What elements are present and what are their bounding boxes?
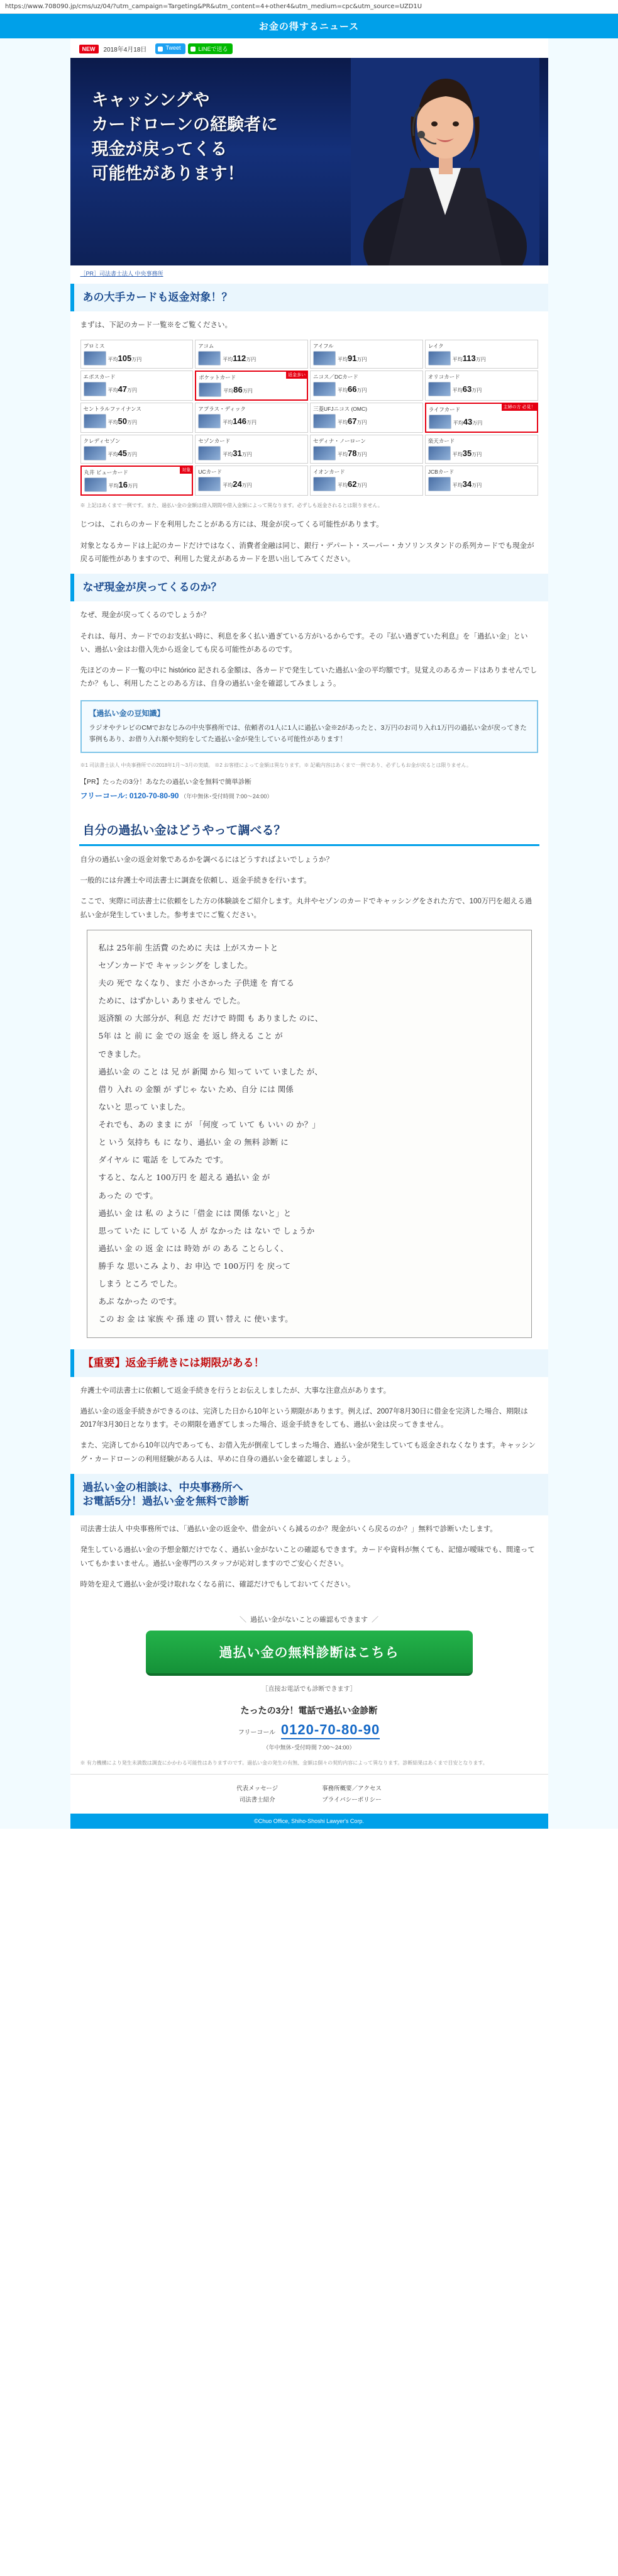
tel-headline: たったの3分！電話で過払い金診断 bbox=[240, 1705, 378, 1716]
trivia-footnote: ※1 司法書士法人 中央事務所での2018年1月〜3月の実績。 ※2 お客様によって金額は異なります。※ 記載内容はあくまで一例であり、必ずしもお金が戻るとは限りません。 bbox=[80, 762, 472, 769]
section-heading-why: なぜ現金が戻ってくるのか？ bbox=[70, 574, 548, 601]
card-company-item bbox=[310, 435, 423, 464]
browser-url-bar[interactable]: https://www.708090.jp/cms/uz/04/?utm_campaign=Targeting&PR&utm_content=4+other4&utm_medium=cpc&utm_source=UZD1U bbox=[0, 0, 618, 14]
cards-after-text-2: 対象となるカードは上記のカードだけではなく、消費者金融は同じ、銀行・デパート・スーパー・カソリンスタンドの系列カードでも現金が戻る可能性がありますので、利用した覚えがあるカードを思い出してみてください。 bbox=[80, 542, 534, 563]
copyright-bar: ©Chuo Office, Shiho-Shoshi Lawyer's Corp. bbox=[70, 1814, 548, 1829]
card-company-name: ライフカード bbox=[428, 406, 461, 413]
why-text-1: なぜ、現金が戻ってくるのでしょうか？ bbox=[80, 611, 211, 620]
new-badge: NEW bbox=[79, 45, 99, 53]
consult-heading-line-1: 過払い金の相談は、中央事務所へ bbox=[82, 1481, 243, 1493]
tel-label: フリーコール bbox=[238, 1729, 276, 1737]
card-company-item bbox=[310, 340, 423, 369]
cards-grid-note: ※ 上記はあくまで一例です。また、過払い金の金額は借入期間や借入金額によって異なります。必ずしも返金されるとは限りません。 bbox=[80, 503, 383, 509]
card-company-item bbox=[425, 435, 538, 464]
card-company-name: セントラルファイナンス bbox=[83, 406, 141, 413]
card-company-name: オリコカード bbox=[428, 374, 460, 381]
card-company-item bbox=[310, 371, 423, 401]
card-average-amount: 平均105万円 bbox=[108, 353, 142, 363]
credit-card-icon bbox=[84, 382, 106, 396]
handwriting-line: 私は 25年前 生活費 のために 夫は 上がスカートと bbox=[98, 942, 279, 952]
card-company-name: 丸井 ビューカード bbox=[84, 469, 128, 476]
credit-card-icon bbox=[313, 446, 336, 460]
card-company-item bbox=[195, 340, 308, 369]
card-company-item bbox=[80, 340, 194, 369]
card-company-item bbox=[310, 466, 423, 496]
card-average-amount: 平均31万円 bbox=[223, 448, 252, 458]
card-company-item bbox=[425, 403, 538, 433]
card-average-amount: 平均50万円 bbox=[108, 416, 137, 426]
handwriting-line: すると、なんと 100万円 を 超える 過払い 金 が bbox=[98, 1173, 270, 1183]
card-average-amount: 平均78万円 bbox=[338, 448, 367, 458]
cta-subtext bbox=[70, 1614, 548, 1624]
handwriting-line: 5年 は と 前 に 金 での 返金 を 返し 終える こと が bbox=[98, 1031, 283, 1041]
line-share-button[interactable]: LINEで送る bbox=[188, 43, 233, 54]
footer-link-privacy[interactable]: プライバシーポリシー bbox=[322, 1796, 382, 1804]
hero-banner bbox=[70, 58, 548, 265]
card-company-item bbox=[80, 371, 194, 401]
why-text-3: 先ほどのカード一覧の中に histórico 記される金額は、各カードで発生していた過払い金の平均額です。見覚えのあるカードはありませんでしたか？もし、利用したことのある方は、自身の過払い金を確認してみましょう。 bbox=[80, 667, 538, 688]
consult-text-1: 司法書士法人 中央事務所では、「過払い金の返金や、借金がいくら減るのか？現金がいくら戻るのか？」無料で診断いたします。 bbox=[80, 1525, 497, 1534]
credit-card-icon bbox=[198, 477, 221, 491]
card-company-item bbox=[195, 371, 308, 401]
card-average-amount: 平均34万円 bbox=[452, 479, 482, 489]
hero-line-4: 可能性があります！ bbox=[91, 164, 245, 184]
cta-slash-right: ／ bbox=[372, 1616, 378, 1624]
handwriting-line: あった の です。 bbox=[98, 1190, 158, 1200]
card-company-name: セゾンカード bbox=[198, 438, 231, 445]
card-average-amount: 平均45万円 bbox=[108, 448, 137, 458]
credit-card-icon bbox=[313, 351, 336, 365]
howto-text-2: 一般的には弁護士や司法書士に調査を依頼し、返金手続きを行います。 bbox=[80, 876, 311, 884]
hero-line-2: カードローンの経験者に bbox=[91, 115, 278, 135]
card-company-item bbox=[80, 403, 194, 433]
handwriting-line: ないと 思って いました。 bbox=[98, 1101, 190, 1112]
page-root bbox=[0, 14, 618, 1829]
twitter-share-button[interactable]: Tweet bbox=[155, 43, 185, 54]
credit-card-icon bbox=[198, 351, 221, 365]
card-company-name: エポスカード bbox=[83, 374, 116, 381]
section-heading-howto: 自分の過払い金はどうやって調べる？ bbox=[79, 815, 539, 846]
deadline-text-1: 弁護士や司法書士に依頼して返金手続きを行うとお伝えしましたが、大事な注意点があります。 bbox=[80, 1386, 391, 1395]
consult-text-2: 発生している過払い金の予想金額だけでなく、過払い金がないことの確認もできます。カードや資料が無くても、記憶が曖昧でも、間違っていてもかまいません。過払い金専門のスタッフが応対しますのでご安心ください。 bbox=[80, 1546, 535, 1568]
cta-subtext-label: 過払い金がないことの確認もできます bbox=[250, 1616, 368, 1624]
card-company-name: JCBカード bbox=[428, 469, 455, 476]
card-ribbon: 返金多い bbox=[286, 371, 307, 379]
card-company-item bbox=[195, 466, 308, 496]
publish-date: 2018年4月18日 bbox=[103, 47, 147, 53]
card-company-name: プロミス bbox=[83, 343, 105, 350]
card-average-amount: 平均24万円 bbox=[223, 479, 252, 489]
site-footer bbox=[70, 1774, 548, 1829]
card-average-amount: 平均66万円 bbox=[338, 384, 367, 394]
section-heading-deadline: 【重要】返金手続きには期限がある！ bbox=[70, 1349, 548, 1377]
hero-caption-link[interactable]: ［PR］司法書士法人 中央事務所 bbox=[80, 270, 163, 277]
card-average-amount: 平均91万円 bbox=[338, 353, 367, 363]
handwriting-line: できました。 bbox=[98, 1049, 146, 1059]
card-ribbon: 主婦の方 必見！ bbox=[502, 403, 538, 411]
pr-tel-hours: （年中無休･受付時間 7:00〜24:00） bbox=[180, 793, 273, 800]
credit-card-icon bbox=[198, 446, 221, 460]
howto-text-3: ここで、実際に司法書士に依頼をした方の体験談をご紹介します。丸井やセゾンのカードでキャッシングをされた方で、100万円を超える過払い金が発生していました。参考までにご覧ください。 bbox=[80, 898, 532, 919]
card-company-grid bbox=[80, 340, 538, 496]
card-average-amount: 平均62万円 bbox=[338, 479, 367, 489]
share-buttons bbox=[155, 43, 233, 54]
hero-caption[interactable] bbox=[70, 265, 548, 284]
trivia-box bbox=[80, 700, 538, 754]
site-title-bar: お金の得するニュース bbox=[0, 14, 618, 38]
cards-lead-text: まずは、下記のカード一覧※をご覧ください。 bbox=[80, 321, 232, 330]
handwriting-line: ダイヤル に 電話 を してみた です。 bbox=[98, 1155, 228, 1165]
handwriting-line: あぶ なかった のです。 bbox=[98, 1296, 182, 1307]
credit-card-icon bbox=[429, 415, 451, 429]
card-average-amount: 平均16万円 bbox=[108, 479, 138, 489]
handwriting-line: 過払い 金 は 私 の ように「借金 には 関係 ないと」と bbox=[98, 1208, 292, 1218]
card-company-item bbox=[425, 466, 538, 496]
trivia-box-title: 【過払い金の豆知識】 bbox=[89, 708, 165, 718]
hero-line-3: 現金が戻ってくる bbox=[91, 140, 228, 159]
handwriting-line: 過払い金 の こと は 兄 が 新聞 から 知って いて いました が、 bbox=[98, 1066, 323, 1076]
footer-link-message[interactable]: 代表メッセージ bbox=[236, 1785, 279, 1792]
card-average-amount: 平均113万円 bbox=[452, 353, 486, 363]
handwriting-line: 過払い 金 の 返 金 には 時効 が の ある ことらしく、 bbox=[98, 1243, 289, 1253]
handwriting-line: セゾンカードで キャッシングを しました。 bbox=[98, 960, 253, 970]
cta-disclaimer: ※ 有力機構により発生未満数は調査にかかわる可能性はありますのです。過払い金の発生の有無、金額は個々の契約内容によって異なります。診断結果はあくまで目安となります。 bbox=[80, 1760, 488, 1766]
credit-card-icon bbox=[428, 446, 451, 460]
credit-card-icon bbox=[313, 382, 336, 396]
handwriting-line: それでも、あの まま に が 「何度 って いて も いい の か？」 bbox=[98, 1120, 320, 1130]
handwriting-line: しまう ところ でした。 bbox=[98, 1279, 182, 1289]
deadline-text-3: また、完済してから10年以内であっても、お借入先が倒産してしまった場合、過払い金が発生していても返金されなくなります。キャッシング・カードローンの利用経験がある人は、早めに自身の過払い金を確認しましょう。 bbox=[80, 1442, 536, 1463]
footer-links bbox=[70, 1783, 548, 1806]
trivia-box-text: ラジオやテレビのCMでおなじみの中央事務所では、依頼者の1人に1人に過払い金※2があったと、3万円のお司り入れ1万円の過払い金が戻ってきた事例もあり、お借り入れ額や契約をしてた過払い金が発生している可能性があります！ bbox=[89, 723, 527, 744]
footer-col-2 bbox=[322, 1783, 382, 1806]
cta-block bbox=[70, 1599, 548, 1774]
card-company-name: クレディセゾン bbox=[83, 438, 121, 445]
cta-slash-left: ＼ bbox=[240, 1616, 246, 1624]
free-diagnosis-button[interactable]: 過払い金の無料診断はこちら bbox=[146, 1631, 473, 1676]
handwriting-line: 勝手 な 思いこみ より、お 申込 で 100万円 を 戻って bbox=[98, 1261, 291, 1271]
credit-card-icon bbox=[84, 477, 107, 492]
section-heading-consult bbox=[70, 1474, 548, 1515]
card-company-name: アイフル bbox=[313, 343, 334, 350]
card-average-amount: 平均86万円 bbox=[223, 384, 253, 394]
credit-card-icon bbox=[84, 414, 106, 428]
deadline-text-2: 過払い金の返金手続きができるのは、完済した日から10年という期限があります。例えば、2007年8月30日に借金を完済した場合、期限は2017年3月30日となります。その期限を過ぎてしまった場合、返金手続きをしても、過払い金は戻ってきません。 bbox=[80, 1407, 528, 1429]
credit-card-icon bbox=[428, 351, 451, 365]
footer-link-lawyers[interactable]: 司法書士紹介 bbox=[239, 1796, 275, 1804]
hero-line-1: キャッシングや bbox=[91, 91, 210, 109]
card-average-amount: 平均146万円 bbox=[223, 416, 257, 426]
credit-card-icon bbox=[198, 414, 221, 428]
cards-after-text-1: じつは、これらのカードを利用したことがある方には、現金が戻ってくる可能性があります。 bbox=[80, 521, 383, 529]
handwritten-testimonial bbox=[87, 930, 532, 1338]
card-company-item bbox=[195, 435, 308, 464]
card-company-name: アコム bbox=[198, 343, 214, 350]
howto-text-1: 自分の過払い金の返金対象であるかを調べるにはどうすればよいでしょうか？ bbox=[80, 856, 333, 864]
credit-card-icon bbox=[428, 382, 451, 396]
pr-tel-number[interactable]: 0120-70-80-90 bbox=[129, 791, 179, 801]
handwriting-line: と いう 気持ち も に なり、過払い 金 の 無料 診断 に bbox=[98, 1137, 289, 1147]
card-average-amount: 平均63万円 bbox=[452, 384, 482, 394]
handwriting-line: 返済額 の 大部分が、利息 だ だけで 時間 も ありました のに、 bbox=[98, 1013, 323, 1023]
card-company-item bbox=[310, 403, 423, 433]
card-company-item bbox=[80, 435, 194, 464]
why-text-2: それは、毎月、カードでのお支払い時に、利息を多く払い過ぎている方がいるからです。その『払い過ぎていた利息』を「過払い金」といい、過払い金はお借入先から返金しても戻る可能性があるのです。 bbox=[80, 632, 528, 654]
credit-card-icon bbox=[313, 477, 336, 491]
telephone-block bbox=[70, 1704, 548, 1751]
hero-headline bbox=[92, 88, 278, 187]
handwriting-line: 夫の 死で なくなり、まだ 小さかった 子供達 を 育てる bbox=[98, 978, 294, 988]
card-company-item bbox=[80, 466, 194, 496]
card-company-name: UCカード bbox=[198, 469, 223, 476]
card-average-amount: 平均67万円 bbox=[338, 416, 367, 426]
card-company-name: 三菱UFJニコス (OMC) bbox=[313, 406, 367, 413]
tel-row bbox=[70, 1722, 548, 1739]
card-company-name: ニコス／DCカード bbox=[313, 374, 358, 381]
card-company-name: アプラス・ディック bbox=[198, 406, 246, 413]
tel-number[interactable]: 0120-70-80-90 bbox=[281, 1722, 380, 1739]
card-company-name: セディナ・ノーローン bbox=[313, 438, 366, 445]
credit-card-icon bbox=[84, 351, 106, 365]
handwriting-line: ために、はずかしい ありません でした。 bbox=[98, 996, 245, 1006]
card-company-name: 楽天カード bbox=[428, 438, 455, 445]
pr-tel-label: フリーコール: bbox=[80, 791, 128, 801]
card-company-item bbox=[195, 403, 308, 433]
card-company-item bbox=[425, 340, 538, 369]
section-heading-cards: あの大手カードも返金対象！？ bbox=[70, 284, 548, 311]
operator-photo bbox=[351, 58, 539, 265]
article-content bbox=[70, 38, 548, 1829]
card-company-name: レイク bbox=[428, 343, 444, 350]
tel-hours: （年中無休･受付時間 7:00〜24:00） bbox=[263, 1744, 355, 1751]
consult-text-3: 時効を迎えて過払い金が受け取れなくなる前に、確認だけでもしておいてください。 bbox=[80, 1580, 355, 1588]
pr-block bbox=[80, 776, 538, 803]
credit-card-icon bbox=[84, 446, 106, 460]
card-company-name: ポケットカード bbox=[199, 374, 236, 381]
credit-card-icon bbox=[428, 477, 451, 491]
footer-link-access[interactable]: 事務所概要／アクセス bbox=[322, 1785, 382, 1792]
card-average-amount: 平均112万円 bbox=[223, 353, 257, 363]
handwriting-line: 借り 入れ の 金額 が ずじゃ ない ため、自分 には 関係 bbox=[98, 1084, 294, 1094]
credit-card-icon bbox=[313, 414, 336, 428]
card-average-amount: 平均35万円 bbox=[452, 448, 482, 458]
article-meta bbox=[70, 38, 548, 58]
footer-col-1 bbox=[236, 1783, 278, 1806]
credit-card-icon bbox=[199, 382, 221, 397]
card-average-amount: 平均43万円 bbox=[453, 416, 483, 427]
consult-heading-line-2: お電話5分！過払い金を無料で診断 bbox=[82, 1495, 249, 1508]
handwriting-line: この お 金 は 家族 や 孫 達 の 買い 替え に 使います。 bbox=[98, 1314, 293, 1324]
handwriting-line: 思って いた に して いる 人 が なかった は ない で しょうか bbox=[98, 1225, 315, 1235]
card-company-item bbox=[425, 371, 538, 401]
card-average-amount: 平均47万円 bbox=[108, 384, 137, 394]
pr-label: 【PR】たったの3分！あなたの過払い金を無料で簡単診断 bbox=[80, 778, 251, 786]
card-company-name: イオンカード bbox=[313, 469, 345, 476]
cta-note: ［直接お電話でも診断できます］ bbox=[262, 1686, 356, 1693]
card-ribbon: 対象 bbox=[180, 466, 192, 474]
